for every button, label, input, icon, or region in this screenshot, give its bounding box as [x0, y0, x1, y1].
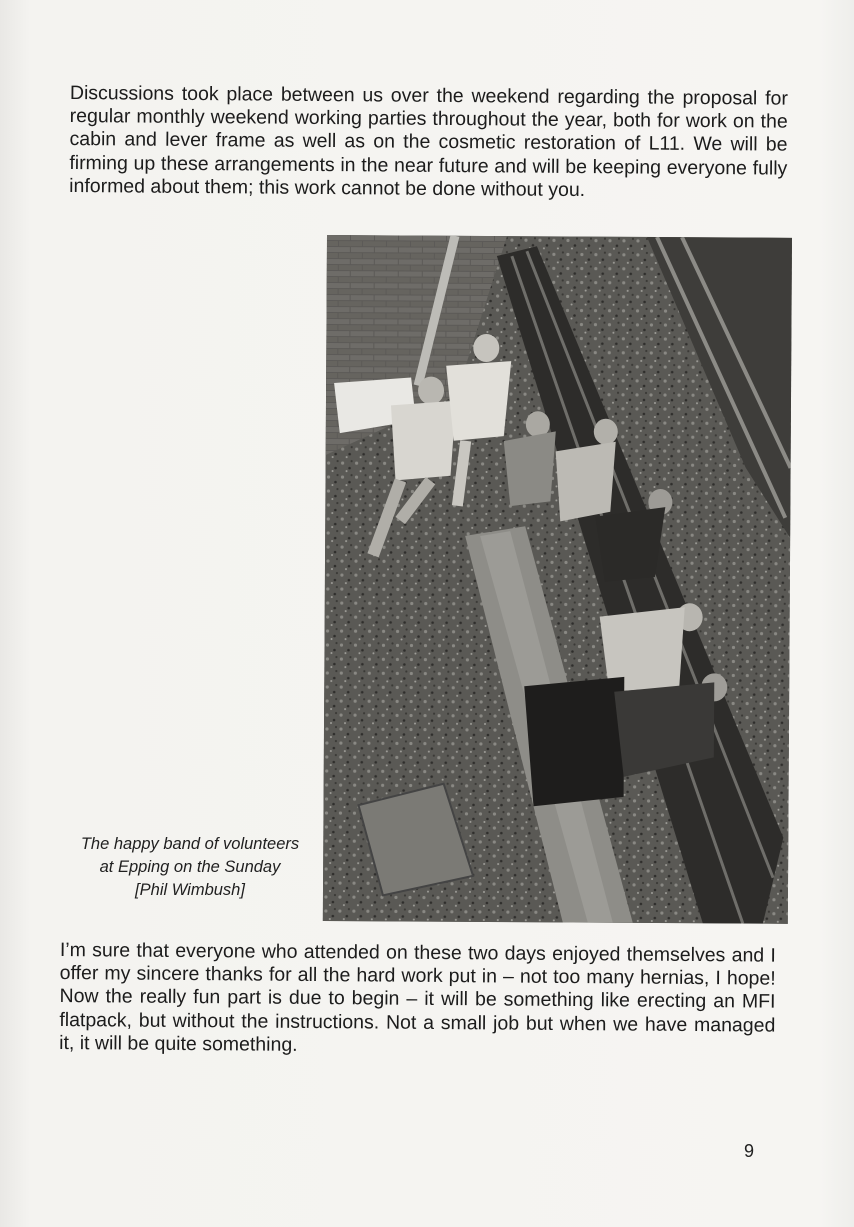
body-paragraph-top: Discussions took place between us over the weekend regarding the proposal for regular monthly weekend working parties throughout the year, both for work on the cabin and lever frame as well as on the cosmetic restoration of L11. We will be firming up these arrangements in the near future and will be keeping everyone fully informed about them; this work cannot be done without you.: [69, 82, 788, 201]
page-number: 9: [744, 1141, 755, 1161]
photo-caption: [60, 833, 320, 902]
body-paragraph-bottom: I’m sure that everyone who attended on these two days enjoyed themselves and I offer my sincere thanks for all the hard work put in – not too many hernias, I hope! Now the really fun part is due to begin – it will be something like erecting an MFI flatpack, but without the instructions. Not a small job but when we have managed it, it will be quite something.: [59, 939, 776, 1056]
caption-line-2: at Epping on the Sunday: [99, 858, 281, 876]
photo-credit: [Phil Wimbush]: [135, 881, 245, 899]
caption-line-1: The happy band of volunteers: [80, 835, 300, 853]
volunteers-photo: [323, 235, 792, 924]
